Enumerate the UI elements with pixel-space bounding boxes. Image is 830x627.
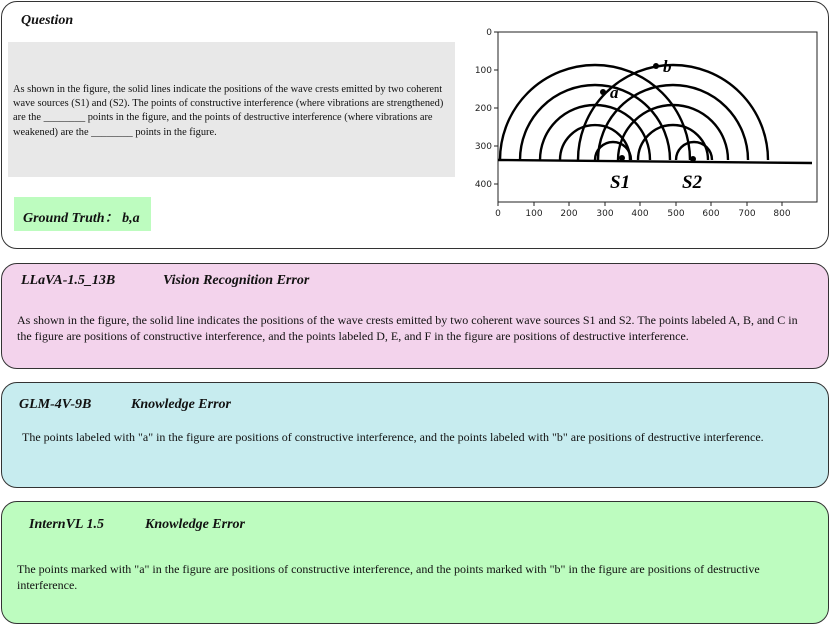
ground-truth-text [23,207,140,227]
llava-error-type: Vision Recognition Error [163,273,310,288]
y-tick-label: 200 [474,104,492,114]
y-tick-label: 400 [474,180,492,190]
y-tick-label: 0 [486,28,492,38]
y-tick-label: 100 [474,66,492,76]
internvl-model-name: InternVL 1.5 [29,517,104,532]
point-a-dot [600,89,606,95]
glm-response-text: The points labeled with "a" in the figure are positions of constructive interference, and the points labeled with "b" are positions of destructive interference. [22,430,764,444]
point-b-dot [653,63,659,69]
wave-interference-figure [472,22,822,222]
llava-model-name: LLaVA-1.5_13B [21,273,116,288]
llava-response-panel [1,263,829,369]
point-b-label: b [663,57,672,76]
s1-label: S1 [610,172,631,193]
ground-truth-box [14,197,151,231]
question-panel [1,1,829,249]
glm-model-name: GLM-4V-9B [19,397,92,412]
x-tick-label: 300 [596,209,614,219]
question-textbox [8,42,455,177]
s2-label: S2 [682,172,703,193]
glm-response-panel [1,382,829,488]
x-tick-label: 700 [738,209,756,219]
internvl-response-text: The points marked with "a" in the figure are positions of constructive interference, and the points marked with "b" in the figure are positions of destructive interference. [17,562,760,592]
question-text: As shown in the figure, the solid lines indicate the positions of the wave crests emitted by two coherent wave sources (S1) and (S2). The points of constructive interference (where vibrations are strengthened) are the ________ points in the figure, and the points of destructive interference (where vibrations are weakened) are the ________ points in the figure. [13,84,444,138]
internvl-response-panel [1,501,829,624]
s1-source-dot [619,155,625,161]
question-heading: Question [21,13,74,28]
internvl-error-type: Knowledge Error [145,517,245,532]
x-tick-label: 200 [560,209,578,219]
x-tick-label: 800 [773,209,791,219]
x-tick-label: 400 [631,209,649,219]
glm-error-type: Knowledge Error [131,397,231,412]
llava-response-text: As shown in the figure, the solid line indicates the positions of the wave crests emitted by two coherent wave sources S1 and S2. The points labeled A, B, and C in the figure are positions of constructive interference, and the points labeled D, E, and F in the figure are positions of destructive interference. [17,313,798,343]
x-tick-label: 600 [702,209,720,219]
x-tick-label: 500 [667,209,685,219]
point-a-label: a [610,83,619,102]
x-tick-label: 100 [525,209,543,219]
y-tick-label: 300 [474,142,492,152]
x-tick-label: 0 [495,209,501,219]
s2-source-dot [690,156,696,162]
ground-truth-label: Ground Truth： [23,211,119,226]
ground-truth-value: b,a [122,211,140,226]
